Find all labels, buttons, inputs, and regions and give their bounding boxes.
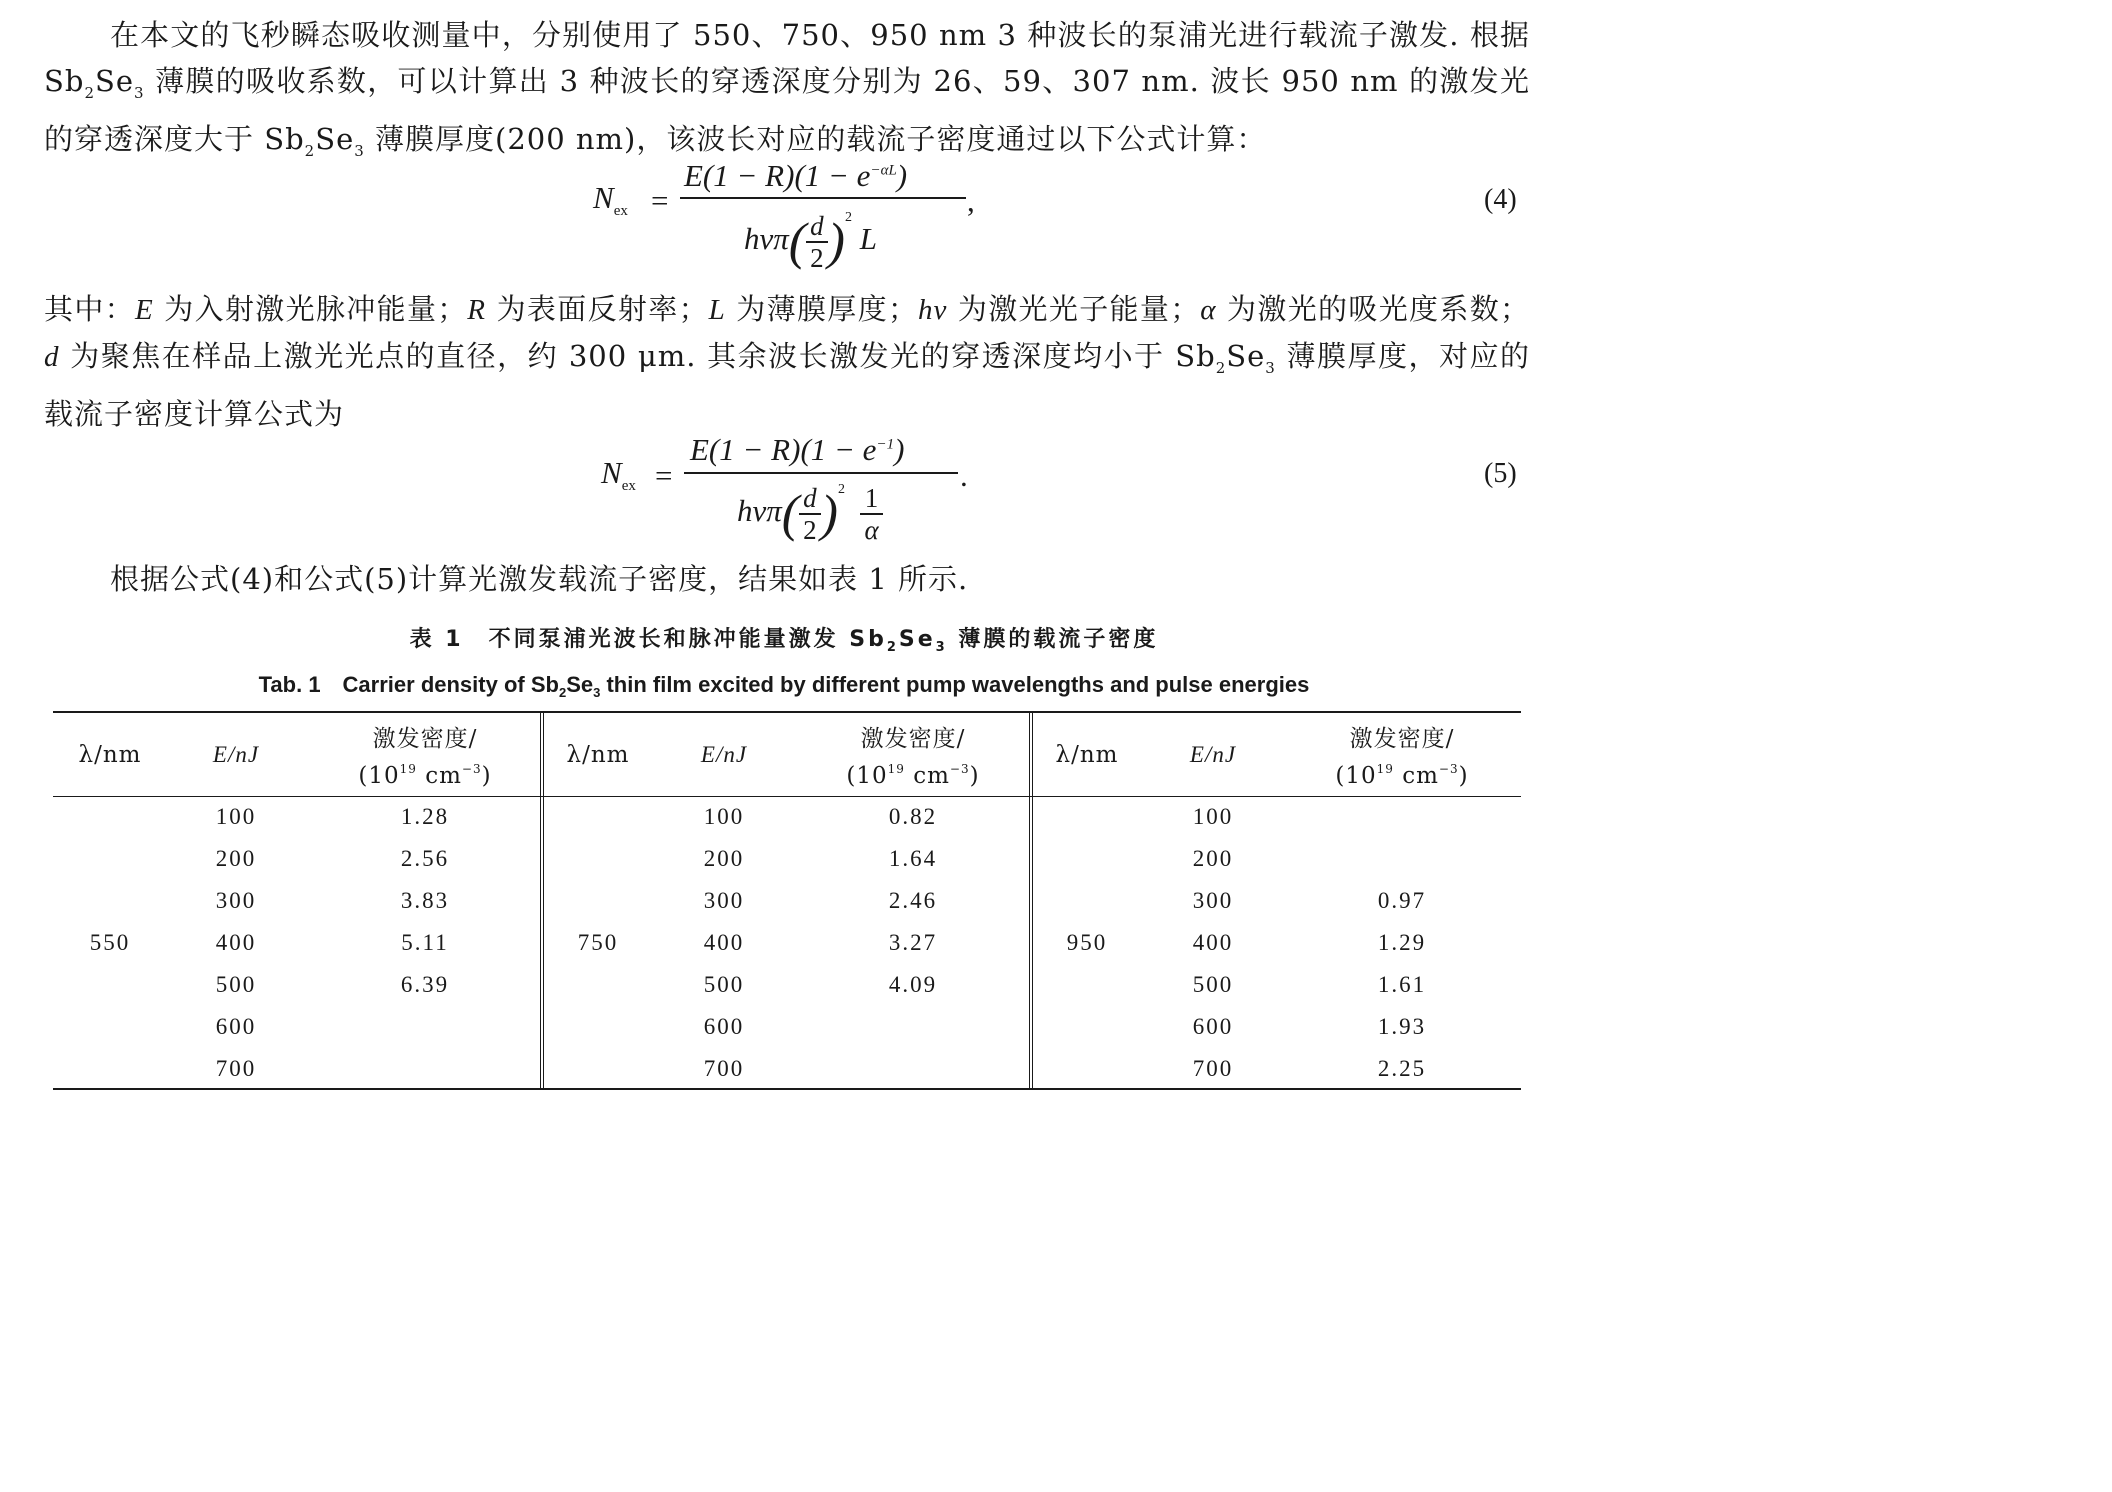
table-divider-1a	[540, 712, 541, 1089]
energy-cell: 500	[703, 972, 745, 997]
eq5-numerator: $E(1 - R)(1 - e^{-1})$	[690, 432, 905, 467]
energy-cell: 500	[1192, 972, 1234, 997]
table-divider-2b	[1032, 712, 1033, 1089]
density-cell: 0.82	[888, 804, 938, 829]
density-cell: 1.64	[888, 846, 938, 871]
table-divider-2a	[1029, 712, 1030, 1089]
header-energy: E/nJ	[1189, 742, 1237, 767]
eq4-equals: =	[651, 183, 669, 218]
eq5-trailing-period: .	[960, 458, 968, 493]
density-cell: 5.11	[401, 930, 449, 955]
paragraph-intro	[44, 12, 1530, 174]
density-cell: 2.46	[888, 888, 938, 913]
eq5-denominator: $h\nu\pi(\frac{d}{2})^2 \frac{1}{\alpha}$	[737, 482, 883, 545]
density-cell: 3.83	[400, 888, 450, 913]
energy-cell: 400	[703, 930, 745, 955]
header-density: 激发密度/	[372, 726, 478, 752]
header-density-unit: ($10^{19}$ $cm^{-3}$)	[358, 762, 492, 789]
energy-cell: 100	[1192, 804, 1234, 829]
paragraph-variables: 其中：E 为入射激光脉冲能量；R 为表面反射率；L 为薄膜厚度；hν 为激光光子能量；α 为激光的吸光度系数；d 为聚焦在样品上激光光点的直径，约 300 μm. 其余波长激发光的穿透深度均小于 $Sb_2Se_3$ 薄膜厚度，对应的载流子密度计算公式为	[44, 292, 1531, 431]
energy-cell: 400	[215, 930, 257, 955]
energy-cell: 500	[215, 972, 257, 997]
eq4-numerator: $E(1 - R)(1 - e^{-\alpha L})$	[684, 158, 908, 193]
para1-sub-d: 3	[354, 142, 365, 160]
header-density: 激发密度/	[1349, 726, 1455, 752]
paragraph-result-intro: 根据公式(4)和公式(5)计算光激发载流子密度，结果如表 1 所示.	[110, 562, 969, 596]
eq5-lhs: $N_{ex}$	[601, 455, 636, 494]
header-energy: E/nJ	[212, 742, 260, 767]
eq4-denominator: $h\nu\pi(\frac{d}{2})^2$ L	[744, 210, 877, 273]
eq4-lhs: $N_{ex}$	[593, 180, 628, 219]
eq5-fraction-bar	[684, 472, 958, 474]
table-bottom-rule	[53, 1088, 1521, 1090]
header-energy: E/nJ	[700, 742, 748, 767]
energy-cell: 300	[215, 888, 257, 913]
energy-cell: 400	[1192, 930, 1234, 955]
header-density: 激发密度/	[860, 726, 966, 752]
energy-cell: 700	[215, 1056, 257, 1081]
header-lambda: λ/nm	[566, 742, 630, 768]
eq5-equals: =	[655, 458, 673, 493]
header-lambda: λ/nm	[78, 742, 142, 768]
para1-text-a: 在本文的飞秒瞬态吸收测量中，分别使用了 550、750、950 nm 3 种波长的泵浦光进行载流子激发. 根据 Sb	[44, 18, 1530, 98]
density-cell: 2.25	[1377, 1056, 1427, 1081]
energy-cell: 100	[215, 804, 257, 829]
eq4-trailing-comma: ,	[967, 183, 975, 218]
density-cell: 1.29	[1377, 930, 1427, 955]
table-top-rule	[53, 711, 1521, 713]
para1-sub-c: 2	[304, 142, 316, 160]
wavelength-cell: 950	[1066, 930, 1108, 955]
density-cell: 3.27	[888, 930, 938, 955]
density-cell: 2.56	[400, 846, 450, 871]
density-cell: 1.28	[400, 804, 450, 829]
energy-cell: 200	[703, 846, 745, 871]
energy-cell: 200	[1192, 846, 1234, 871]
wavelength-cell: 550	[89, 930, 131, 955]
wavelength-cell: 750	[577, 930, 619, 955]
energy-cell: 300	[1192, 888, 1234, 913]
energy-cell: 200	[215, 846, 257, 871]
table-caption-en: Tab. 1 Carrier density of $Sb_2Se_3$ thin film excited by different pump wavelengths and pulse energies	[258, 672, 1310, 700]
eq5-number: (5)	[1484, 458, 1517, 489]
eq4-fraction-bar	[680, 197, 966, 199]
para1-text-c: 薄膜的吸收系数，可以计算出 3 种波长的穿透深度分别为 26、59、307 nm. 波长 950 nm 的激发光的穿透深度大于 Sb	[44, 64, 1530, 156]
para1-text-d: Se	[315, 122, 355, 156]
para1-text-b: Se	[94, 64, 135, 98]
header-lambda: λ/nm	[1055, 742, 1119, 768]
energy-cell: 600	[1192, 1014, 1234, 1039]
energy-cell: 100	[703, 804, 745, 829]
header-density-unit: ($10^{19}$ $cm^{-3}$)	[1335, 762, 1469, 789]
header-density-unit: ($10^{19}$ $cm^{-3}$)	[846, 762, 980, 789]
energy-cell: 600	[215, 1014, 257, 1039]
density-cell: 0.97	[1377, 888, 1427, 913]
energy-cell: 300	[703, 888, 745, 913]
table-divider-1b	[543, 712, 544, 1089]
table-caption-cn: 表 1 不同泵浦光波长和脉冲能量激发 $Sb_2Se_3$ 薄膜的载流子密度	[409, 627, 1159, 655]
density-cell: 4.09	[888, 972, 938, 997]
eq4-number: (4)	[1484, 184, 1517, 215]
para1-sub-a: 2	[84, 84, 95, 102]
table-header-rule	[53, 796, 1521, 797]
density-cell: 1.93	[1377, 1014, 1427, 1039]
density-cell: 6.39	[400, 972, 450, 997]
para1-sub-b: 3	[134, 84, 145, 102]
energy-cell: 700	[703, 1056, 745, 1081]
energy-cell: 700	[1192, 1056, 1234, 1081]
para1-text-e: 薄膜厚度(200 nm)，该波长对应的载流子密度通过以下公式计算：	[364, 122, 1267, 156]
energy-cell: 600	[703, 1014, 745, 1039]
density-cell: 1.61	[1377, 972, 1427, 997]
